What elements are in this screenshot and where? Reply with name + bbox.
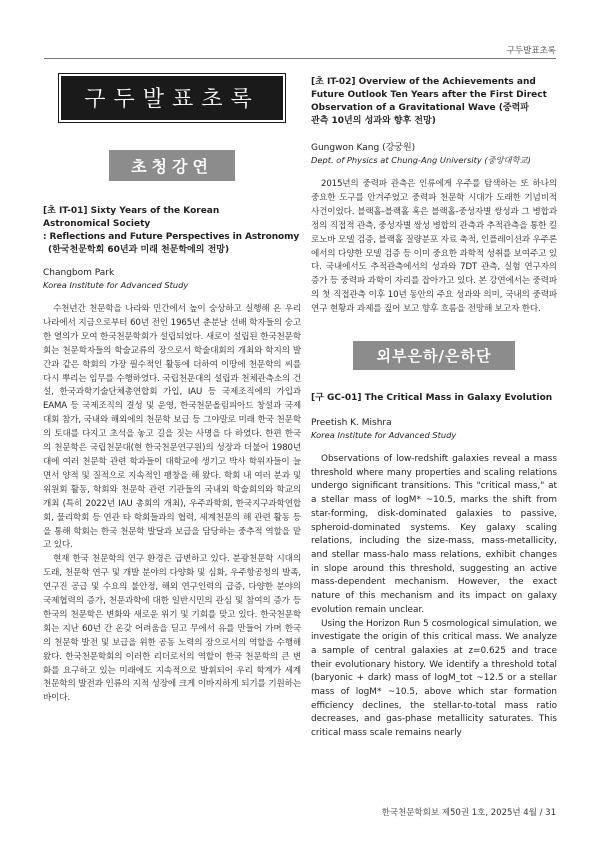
main-banner: 구두발표초록 [61,76,283,120]
article-affiliation: Korea Institute for Advanced Study [311,430,457,441]
article-paragraph: Using the Horizon Run 5 cosmological simulation, we investigate the origin of this critical mass. We analyze a sample of central galaxies at z=0.625 and trace their evolutionary history. We identify a threshold total (baryonic + dark) mass of logM_tot ~12.5 or a stellar mass of logM* ~10.5, above which star formation efficiency declines, the stellar-to-total mass ratio decreases, and gas-phase metallicity saturates. This critical mass scale remains nearly [311,618,557,739]
left-column [43,76,301,706]
section-banner-invited: 초청강연 [109,150,235,181]
article-title-line: [초 IT-02] Overview of the Achievements and [311,77,536,87]
article-author: Changbom Park [43,268,115,278]
article-title: [구 GC-01] The Critical Mass in Galaxy Evolution [311,393,553,404]
article-paragraph: Observations of low-redshift galaxies reveal a mass threshold where many properties and scaling relations undergo significant transitions. This "critical mass," at a stellar mass of logM* ~10.5, marks the shift from star-forming, disk-dominated galaxies to passive, spheroid-dominated systems. Key galaxy scaling relations, including the size-mass, mass-metallicity, and stellar mass-halo mass relations, exhibit changes in slope around this threshold, suggesting an active mass-dependent mechanism. However, the exact nature of this mechanism and its impact on galaxy evolution remain unclear. [311,454,557,615]
article-author: Gungwon Kang (강궁원) [311,143,416,153]
article-title-line: (한국천문학회 60년과 미래 천문학에의 전망) [48,245,230,255]
right-column [311,76,557,741]
article-paragraph: 현재 한국 천문학의 연구 환경은 급변하고 있다. 분광천문학 시대의 도래, 천문학 연구 및 개발 분야의 다양화 및 심화, 우주항공청의 발족, 연구진 공급 및 수요의 불안정, 해외 연구인력의 급증, 다양한 분야의 국제협력의 증가, 천문과학에 대한 일반시민의 관심 및 참여의 증가 등 한국의 천문학은 변화와 새로운 위기 및 기회를 맞고 있다. 한국천문학회는 지난 60년 간 온갖 어려움을 딛고 무에서 유를 만들어 가며 한국의 천문학 발전 및 보급을 위한 공동 노력의 장으로서의 역할을 수행해 왔다. 한국천문학회의 이러한 리더로서의 역할이 한국 천문학의 큰 변화를 요구하고 있는 미래에도 지속적으로 발휘되어 우리 학계가 세계 천문학의 발전과 인류의 지적 성장에 크게 이바지하게 되기를 기원하는 바이다. [43,554,301,704]
article-title [311,76,557,128]
article-title-line: Astronomical Society [43,219,151,229]
header-rule [44,58,556,59]
article-affiliation: Korea Institute for Advanced Study [43,280,189,290]
article-title-line: [초 IT-01] Sixty Years of the Korean [43,206,220,216]
article-title-line: Future Outlook Ten Years after the First Direct [311,90,547,100]
article-author: Preetish K. Mishra [311,418,392,429]
article-affiliation: Dept. of Physics at Chung-Ang University (중앙대학교) [311,155,531,165]
running-header: 구두발표초록 [506,46,556,56]
article-paragraph: 수천년간 천문학을 나라와 민간에서 높이 숭상하고 실행해 온 우리나라에서 지금으로부터 60년 전인 1965년 춘분날 선배 학자들의 숭고한 열의가 모여 한국천문학회가 설립되었다. 새로이 설립된 한국천문학회는 천문학자들의 학술교류의 장으로서 학술대회의 개최와 학지의 발간과 같은 학회의 가장 필수적인 활동에 더하여 이땅에 천문학의 씨를 다시 뿌리는 임무를 수행하였다. 국립천문대의 설립과 천체관측소의 건설, 한국과학기술단체총연합회 가입, IAU 등 국제조직에의 가입과 EAMA 등 국제조직의 결성 및 운영, 한국천문올림피아드 창설과 국제대회 참가, 국내와 해외에의 천문학 보급 등 그야말로 미래 한국 천문학의 토대를 다지고 초석을 놓고 길을 짓는 사명을 다 하였다. 한편 한국의 천문학은 국립천문대(현 한국천문연구원)의 성장과 더불어 1980년 대에 여러 천문학 관련 학과들이 대학교에 생기고 박사 학위자들이 늘면서 양적 및 질적으로 지속적인 팽창을 해 왔다. 학회 내 여러 분과 및 위원회 활동, 학회와 천문학 관련 기관들의 국내외 학술회의와 학교의 개최 (특히 2022년 IAU 총회의 개최), 우주과학회, 한국지구과학연합회, 물리학회 등 연관 타 학회들과의 협력, 세계천문의 해 관련 활동 등을 통해 학회는 한국 천문학 발달과 보급을 담당하는 중추적 역할을 맡고 있다. [43,304,301,551]
article-title-line: Observation of a Gravitational Wave (중력파 [311,103,529,113]
page-footer: 한국천문학회보 제50권 1호, 2025년 4월 / 31 [381,808,556,818]
article-title-line: : Reflections and Future Perspectives in Astronomy [43,232,300,242]
article-paragraph: 2015년의 중력파 관측은 인류에게 우주를 탐색하는 또 하나의 중요한 도구를 안겨주었고 중력파 천문학 시대가 도래한 기념비적 사건이었다. 블랙홀-블랙홀 혹은 블랙홀-중성자별 쌍성과 그 병합과정의 직접적 관측, 중성자별 쌍성 병합의 관측과 추적관측을 통한 킬로노바 모델 검증, 블랙홀 질량분포 자료 축적, 인플레이션과 우주론에서의 다양한 모델 검증 등 이미 중요한 과학적 성취를 보여주고 있다. 국내에서도 추적관측에서의 성과와 7DT 관측, 실험 연구자의 증가 등 중력파 과학이 자리를 잡아가고 있다. 본 강연에서는 중력파의 첫 직접관측 이후 10년 동안의 주요 성과와 의미, 국내의 중력파 연구 현황과 과제를 짚어 보고 향후 흐름을 전망해 보고자 한다. [311,179,557,315]
article-title [43,205,301,257]
article-title-line: 관측 10년의 성과와 향후 전망) [311,116,436,126]
section-banner-galaxies: 외부은하/은하단 [353,341,515,370]
